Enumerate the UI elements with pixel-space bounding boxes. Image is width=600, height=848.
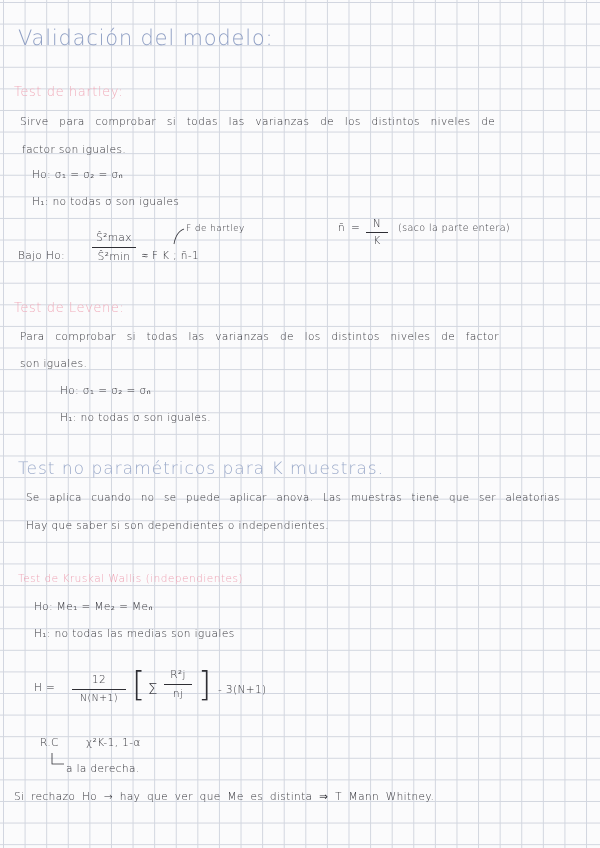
nonparam-line1: Se aplica cuando no se puede aplicar anova. Las muestras tiene que ser aleatorias — [26, 493, 561, 504]
levene-intro-line1: Para comprobar si todas las varianzas de los distintos niveles de factor — [20, 331, 499, 343]
left-bracket: [ — [132, 665, 146, 705]
rj-fraction — [164, 669, 192, 700]
nbar-denominator: K — [373, 235, 381, 247]
kruskal-footer: Si rechazo Ho → hay que ver que Me es distinta ⇒ T Mann Whitney. — [14, 791, 435, 803]
kruskal-h0: Ho: Me₁ = Me₂ = Meₙ — [34, 601, 153, 613]
levene-intro-line2: son iguales. — [20, 358, 88, 370]
hartley-h0: Ho: σ₁ = σ₂ = σₙ — [32, 169, 124, 181]
kruskal-h-label: H = — [34, 682, 56, 694]
hartley-intro-line1: Sirve para comprobar si todas las varianzas de los distintos niveles de — [20, 116, 496, 128]
kruskal-fraction — [72, 674, 126, 704]
kruskal-frac-num: 12 — [91, 674, 107, 686]
kruskal-heading: Test de Kruskal Wallis (independientes) — [18, 573, 244, 585]
right-tail-note: a la derecha. — [66, 763, 140, 775]
kruskal-frac-den: N(N+1) — [79, 693, 119, 704]
fraction-denominator: Ŝ²min — [97, 251, 131, 263]
nj-denominator: nj — [172, 688, 184, 700]
levene-h1: H₁: no todas σ son iguales. — [60, 412, 212, 424]
nonparam-line2: Hay que saber si son dependientes o independientes. — [26, 520, 330, 532]
rc-label: R.C — [40, 737, 59, 749]
arrow-down-right-icon — [50, 752, 66, 770]
hartley-approx: ≈ F K ; n̄-1 — [142, 250, 200, 262]
arrow-annotation — [166, 226, 188, 248]
hartley-intro-line2: factor son iguales. — [22, 144, 127, 156]
f-hartley-note: F de hartley — [186, 224, 245, 234]
hartley-heading: Test de hartley: — [14, 85, 124, 100]
nbar-label: n̄ — [338, 222, 346, 234]
right-bracket: ] — [198, 665, 212, 705]
hartley-h1: H₁: no todas σ son iguales — [32, 196, 180, 208]
levene-heading: Test de Levene: — [14, 301, 125, 316]
fraction-bar — [92, 247, 136, 248]
chi-distribution: χ²K-1, 1-α — [86, 737, 141, 749]
hartley-fraction — [92, 232, 136, 263]
rj-numerator: R²j — [170, 669, 186, 681]
nbar-fraction — [366, 218, 388, 247]
nbar-numerator: N — [372, 218, 382, 230]
hartley-under-h0: Bajo Ho: — [18, 250, 66, 262]
page-title: Validación del modelo: — [18, 26, 274, 50]
fraction-numerator: Ŝ²max — [96, 232, 132, 244]
levene-h0: Ho: σ₁ = σ₂ = σₙ — [60, 385, 152, 397]
nonparam-heading: Test no paramétricos para K muestras. — [18, 459, 385, 479]
kruskal-h1: H₁: no todas las medias son iguales — [34, 628, 235, 640]
nbar-note: (saco la parte entera) — [398, 223, 511, 234]
sigma-symbol: Σ — [148, 680, 158, 698]
kruskal-tail: - 3(N+1) — [218, 684, 267, 696]
